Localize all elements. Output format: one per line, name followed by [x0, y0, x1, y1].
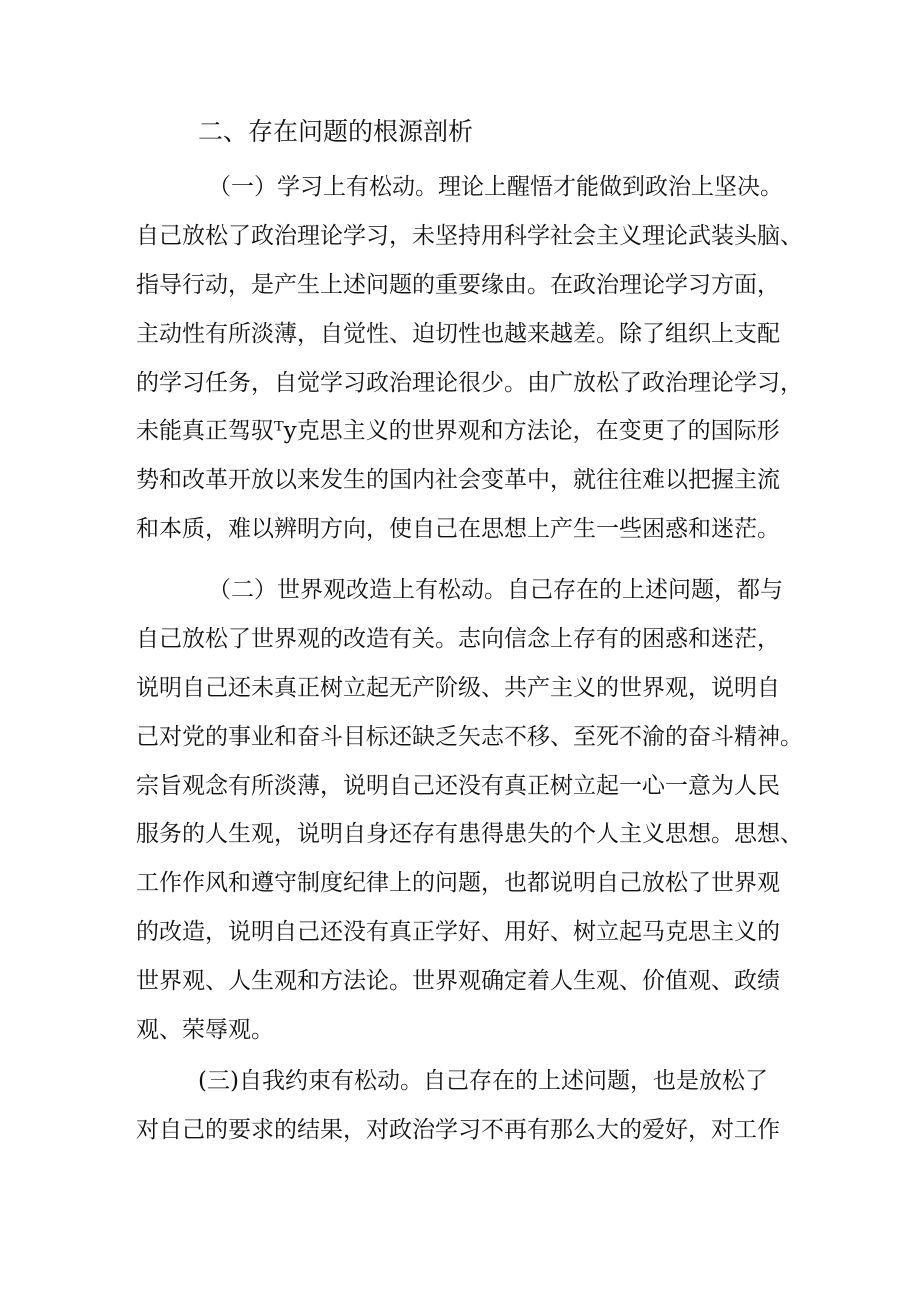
paragraph-line: 指导行动，是产生上述问题的重要缘由。在政治理论学习方面，	[136, 271, 780, 298]
section-heading: 二、存在问题的根源剖析	[198, 117, 474, 146]
paragraph-line: 自己放松了世界观的改造有关。志向信念上存有的困惑和迷茫，	[136, 625, 780, 652]
paragraph-line: 势和改革开放以来发生的国内社会变革中，就往往难以把握主流	[136, 467, 780, 494]
paragraph-line: 对自己的要求的结果，对政治学习不再有那么大的爱好，对工作	[136, 1116, 780, 1143]
paragraph-self-discipline-laxity	[136, 1057, 780, 1155]
paragraph-line: 的学习任务，自觉学习政治理论很少。由广放松了政治理论学习，	[136, 369, 803, 396]
paragraph-line: 的改造，说明自己还没有真正学好、用好、树立起马克思主义的	[136, 919, 780, 946]
paragraph-line: 未能真正驾驭ᵀy克思主义的世界观和方法论，在变更了的国际形	[136, 418, 780, 445]
paragraph-line: 观、荣辱观。	[136, 1017, 274, 1044]
paragraph-line: 主动性有所淡薄，自觉性、迫切性也越来越差。除了组织上支配	[136, 320, 780, 347]
paragraph-line: 说明自己还未真正树立起无产阶级、共产主义的世界观，说明自	[136, 674, 780, 701]
paragraph-line: （一）学习上有松动。理论上醒悟才能做到政治上坚决。	[208, 174, 783, 200]
paragraph-study-laxity	[136, 163, 803, 554]
paragraph-line: 和本质，难以辨明方向，使自己在思想上产生一些困惑和迷茫。	[136, 516, 780, 543]
paragraph-line: 宗旨观念有所淡薄，说明自己还没有真正树立起一心一意为人民	[136, 772, 780, 799]
paragraph-line: 服务的人生观，说明自身还存有患得患失的个人主义思想。思想、	[136, 821, 803, 848]
paragraph-line: 工作作风和遵守制度纪律上的问题，也都说明自己放松了世界观	[136, 870, 780, 897]
paragraph-line: (三)自我约束有松动。自己存在的上述问题，也是放松了	[198, 1068, 768, 1094]
paragraph-worldview-laxity	[136, 566, 803, 1055]
paragraph-line: 自己放松了政治理论学习，未坚持用科学社会主义理论武装头脑、	[136, 222, 803, 249]
paragraph-line: 世界观、人生观和方法论。世界观确定着人生观、价值观、政绩	[136, 968, 780, 995]
paragraph-line: （二）世界观改造上有松动。自己存在的上述问题，都与	[208, 577, 783, 603]
paragraph-line: 己对党的事业和奋斗目标还缺乏矢志不移、至死不渝的奋斗精神。	[136, 723, 803, 750]
